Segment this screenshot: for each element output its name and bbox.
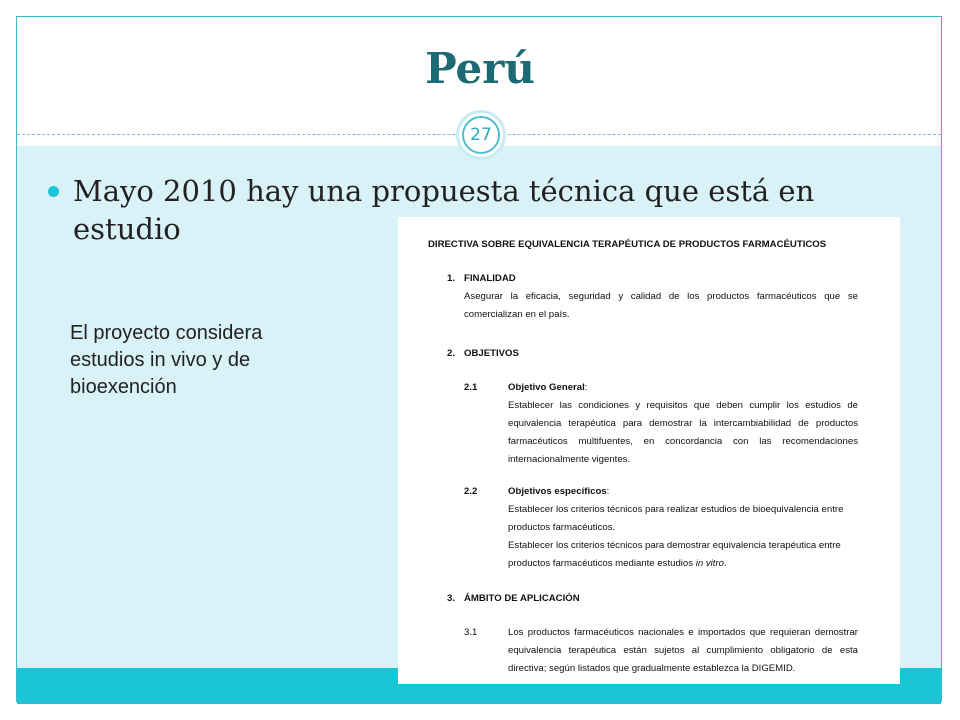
section-3-1-line: directiva; según listados que gradualmente establezca la DIGEMID. bbox=[508, 663, 796, 674]
section-1-line: Asegurar la eficacia, seguridad y calidad de los productos farmacéuticos que se bbox=[464, 291, 858, 302]
document-excerpt bbox=[398, 217, 900, 684]
bullet-dot-icon bbox=[48, 186, 59, 197]
bottom-accent-line bbox=[17, 702, 941, 704]
section-2-1-line: Establecer las condiciones y requisitos que deben cumplir los estudios de bbox=[508, 400, 858, 411]
page-number: 27 bbox=[462, 116, 500, 154]
section-3-title: ÁMBITO DE APLICACIÓN bbox=[464, 593, 580, 604]
section-2-2-title: Objetivos específicos bbox=[508, 486, 607, 497]
section-2-2-number: 2.2 bbox=[464, 486, 478, 497]
section-3-number: 3. bbox=[447, 593, 456, 604]
section-2-title: OBJETIVOS bbox=[464, 348, 519, 359]
section-1-line: comercializan en el país. bbox=[464, 309, 570, 320]
section-2-1-title: Objetivo General bbox=[508, 382, 585, 393]
section-2-1-colon: : bbox=[584, 382, 588, 393]
section-1-number: 1. bbox=[447, 273, 456, 284]
section-3-1-line: Los productos farmacéuticos nacionales e importados que requieran demostrar bbox=[508, 627, 858, 638]
section-2-2-heading bbox=[508, 482, 609, 501]
bullet-text: Mayo 2010 hay una propuesta técnica que está en estudio bbox=[73, 174, 815, 246]
page-number-badge bbox=[456, 110, 506, 160]
section-3-1-line: equivalencia terapéutica están sujetos al cumplimiento obligatorio de esta bbox=[508, 645, 858, 656]
section-2-2-line bbox=[508, 554, 727, 573]
section-2-2-line-text: productos farmacéuticos mediante estudios bbox=[508, 558, 696, 569]
project-note: El proyecto considera estudios in vivo y de bioexención bbox=[70, 322, 263, 398]
section-2-1-heading bbox=[508, 378, 587, 397]
slide-title: Perú bbox=[425, 44, 535, 93]
document-heading: DIRECTIVA SOBRE EQUIVALENCIA TERAPÉUTICA DE PRODUCTOS FARMACÉUTICOS bbox=[428, 239, 827, 250]
section-2-1-line: internacionalmente vigentes. bbox=[508, 454, 631, 465]
section-2-1-line: farmacéuticos multifuentes, en concordancia con las recomendaciones bbox=[508, 436, 858, 447]
section-1-title: FINALIDAD bbox=[464, 273, 516, 284]
section-3-1-number: 3.1 bbox=[464, 627, 478, 638]
section-2-2-line-end: . bbox=[723, 558, 727, 569]
section-2-2-colon: : bbox=[606, 486, 610, 497]
section-2-1-line: equivalencia terapéutica para demostrar la intercambiabilidad de productos bbox=[508, 418, 858, 429]
section-2-2-line: productos farmacéuticos. bbox=[508, 522, 616, 533]
section-2-2-line-italic: in vitro bbox=[695, 558, 724, 569]
section-2-1-number: 2.1 bbox=[464, 382, 478, 393]
section-2-2-line: Establecer los criterios técnicos para demostrar equivalencia terapéutica entre bbox=[508, 540, 841, 551]
section-2-2-line: Establecer los criterios técnicos para realizar estudios de bioequivalencia entre bbox=[508, 504, 844, 515]
section-2-number: 2. bbox=[447, 348, 456, 359]
